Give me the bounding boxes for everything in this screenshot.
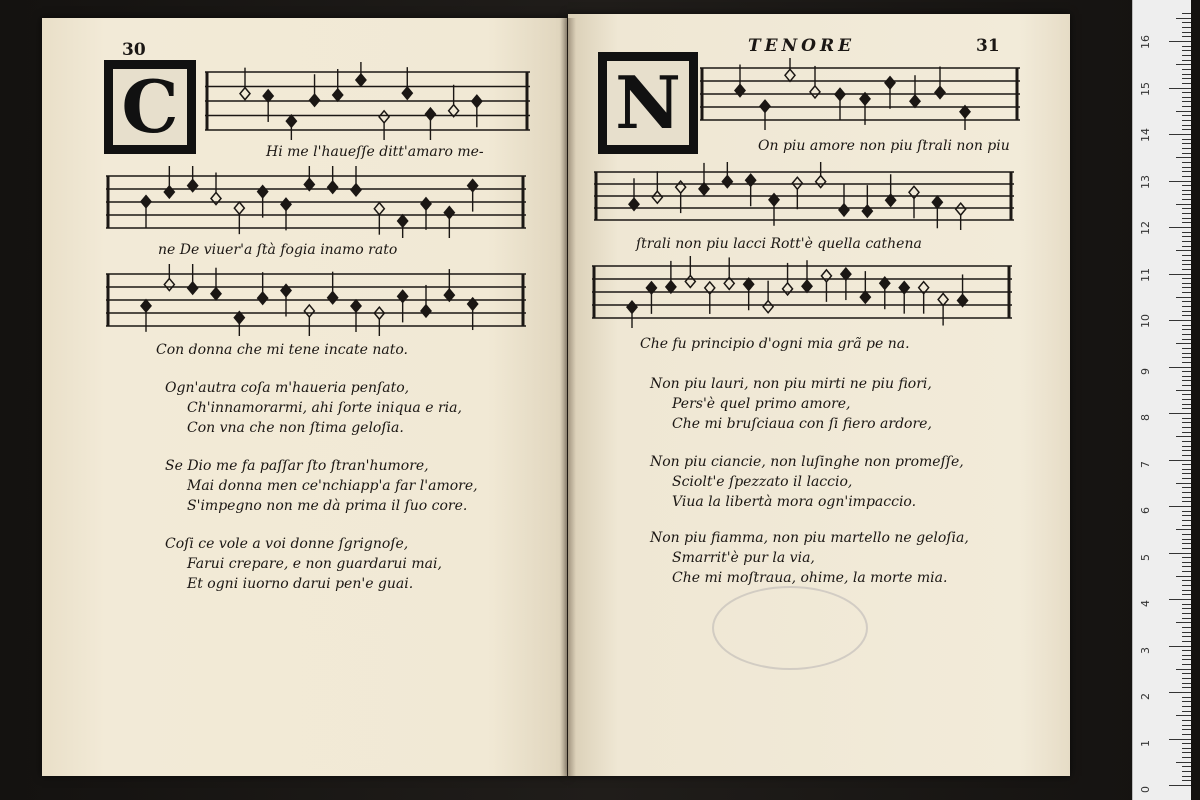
- ruler-tick: [1182, 167, 1191, 168]
- ruler-tick: [1176, 529, 1191, 530]
- ruler-tick: [1182, 585, 1191, 586]
- left-page-number: 30: [122, 40, 146, 60]
- ruler-tick: [1169, 88, 1191, 89]
- verse-line: Viua la libertà mora ogn'impaccio.: [672, 494, 917, 510]
- ruler-tick: [1182, 701, 1191, 702]
- ruler-tick: [1182, 469, 1191, 470]
- ruler-tick: [1182, 171, 1191, 172]
- right-verse-2: [650, 452, 964, 512]
- ruler-tick: [1182, 604, 1191, 605]
- ruler-tick: [1169, 785, 1191, 786]
- ruler-tick: [1182, 139, 1191, 140]
- ruler-tick: [1169, 692, 1191, 693]
- note-head: [164, 279, 174, 291]
- note-head: [722, 176, 732, 188]
- note-head: [281, 198, 291, 210]
- ruler-tick: [1169, 460, 1191, 461]
- ruler-tick: [1182, 194, 1191, 195]
- ruler-tick: [1182, 22, 1191, 23]
- right-page-header: TENORE: [748, 36, 856, 56]
- ruler-tick: [1182, 74, 1191, 75]
- ruler-tick: [1182, 613, 1191, 614]
- ruler-tick: [1182, 673, 1191, 674]
- ruler-tick: [1182, 213, 1191, 214]
- verse-line: Non piu ciancie, non luſinghe non promeſſe,: [650, 454, 964, 470]
- verse-line: Che mi moſtraua, ohime, la morte mia.: [672, 570, 948, 586]
- ruler-label: 0: [1139, 786, 1152, 793]
- verse-line: Coſi ce vole a voi donne ſgrignoſe,: [165, 536, 409, 552]
- ruler-tick: [1169, 506, 1191, 507]
- ruler-tick: [1182, 143, 1191, 144]
- ruler-tick: [1182, 520, 1191, 521]
- book-gutter: [560, 18, 576, 776]
- ruler-tick: [1182, 176, 1191, 177]
- verse-line: Ogn'autra coſa m'haueria penſato,: [165, 380, 410, 396]
- right-verse-1: [650, 374, 932, 434]
- ruler-tick: [1182, 492, 1191, 493]
- note-head: [286, 115, 296, 127]
- ruler-tick: [1176, 483, 1191, 484]
- note-head: [304, 305, 314, 317]
- note-head: [398, 215, 408, 227]
- ruler-tick: [1182, 120, 1191, 121]
- note-head: [472, 95, 482, 107]
- note-head: [763, 301, 773, 313]
- note-head: [211, 288, 221, 300]
- ruler-tick: [1182, 269, 1191, 270]
- note-head: [356, 74, 366, 86]
- ruler-label: 8: [1139, 414, 1152, 421]
- note-head: [444, 207, 454, 219]
- ruler-tick: [1182, 101, 1191, 102]
- ruler-tick: [1182, 246, 1191, 247]
- ruler-tick: [1182, 632, 1191, 633]
- left-initial-letter: C: [121, 69, 179, 145]
- ruler-tick: [1182, 432, 1191, 433]
- ruler-tick: [1182, 594, 1191, 595]
- ruler-tick: [1182, 641, 1191, 642]
- ruler-tick: [1182, 236, 1191, 237]
- ruler-tick: [1182, 218, 1191, 219]
- left-lyric-line-3: Con donna che mi tene incate nato.: [156, 342, 408, 358]
- ruler-label: 3: [1139, 646, 1152, 654]
- ruler-tick: [1182, 60, 1191, 61]
- ruler-tick: [1182, 306, 1191, 307]
- ruler-tick: [1182, 766, 1191, 767]
- ruler-tick: [1182, 362, 1191, 363]
- ruler-tick: [1182, 385, 1191, 386]
- ruler-tick: [1182, 501, 1191, 502]
- note-head: [802, 280, 812, 292]
- ruler-tick: [1182, 264, 1191, 265]
- ruler-label: 9: [1139, 367, 1152, 375]
- verse-line: Sciolt'e ſpezzato il laccio,: [672, 474, 853, 490]
- ruler-tick: [1182, 427, 1191, 428]
- ruler-tick: [1182, 539, 1191, 540]
- left-verse-3: [165, 534, 442, 594]
- ruler-tick: [1182, 455, 1191, 456]
- ruler-tick: [1182, 311, 1191, 312]
- ruler-tick: [1176, 297, 1191, 298]
- left-staff-2: [106, 166, 526, 238]
- ruler-tick: [1176, 390, 1191, 391]
- ruler-tick: [1182, 92, 1191, 93]
- ruler-tick: [1182, 590, 1191, 591]
- ruler-tick: [1182, 752, 1191, 753]
- note-head: [468, 180, 478, 192]
- ruler-tick: [1182, 566, 1191, 567]
- left-staff-3: [106, 264, 526, 336]
- note-head: [421, 305, 431, 317]
- ruler-tick: [1182, 301, 1191, 302]
- ruler-tick: [1182, 771, 1191, 772]
- right-initial-letter: N: [615, 61, 681, 145]
- ruler-tick: [1182, 636, 1191, 637]
- ruler-tick: [1182, 394, 1191, 395]
- ruler-tick: [1182, 706, 1191, 707]
- ruler-tick: [1182, 697, 1191, 698]
- ruler-tick: [1182, 32, 1191, 33]
- verse-line: Non piu fiamma, non piu martello ne geloſia,: [650, 530, 969, 546]
- ruler-tick: [1182, 441, 1191, 442]
- note-head: [374, 203, 384, 215]
- ruler-tick: [1182, 97, 1191, 98]
- ruler-tick: [1182, 129, 1191, 130]
- note-head: [379, 111, 389, 123]
- ruler-tick: [1182, 83, 1191, 84]
- ruler-tick: [1182, 399, 1191, 400]
- ruler-tick: [1176, 18, 1191, 19]
- ruler-tick: [1182, 115, 1191, 116]
- ruler-tick: [1182, 729, 1191, 730]
- ruler-tick: [1182, 278, 1191, 279]
- ruler-label: 10: [1139, 314, 1152, 328]
- ruler-tick: [1182, 334, 1191, 335]
- ruler-tick: [1182, 222, 1191, 223]
- ruler-tick: [1182, 748, 1191, 749]
- ruler-tick: [1169, 227, 1191, 228]
- note-head: [744, 278, 754, 290]
- note-head: [263, 90, 273, 102]
- note-head: [188, 282, 198, 294]
- ruler-tick: [1182, 283, 1191, 284]
- verse-line: Mai donna men ce'nchiapp'a far l'amore,: [187, 478, 478, 494]
- ruler-label: 14: [1139, 128, 1152, 142]
- ruler-tick: [1169, 553, 1191, 554]
- note-head: [351, 300, 361, 312]
- note-head: [310, 94, 320, 106]
- ruler-tick: [1182, 571, 1191, 572]
- ruler-tick: [1182, 125, 1191, 126]
- ruler-tick: [1182, 13, 1191, 14]
- ruler-label: 5: [1139, 553, 1152, 561]
- ruler-tick: [1169, 181, 1191, 182]
- ruler-tick: [1182, 162, 1191, 163]
- note-head: [234, 202, 244, 214]
- note-head: [760, 100, 770, 112]
- ruler-tick: [1169, 367, 1191, 368]
- ruler-tick: [1182, 534, 1191, 535]
- ruler-label: 16: [1139, 35, 1152, 49]
- ruler-tick: [1182, 69, 1191, 70]
- left-lyric-line-1: Hi me l'haueſſe ditt'amaro me-: [266, 144, 484, 160]
- right-lyric-line-3: Che fu principio d'ogni mia grã pe na.: [640, 336, 910, 352]
- ruler-tick: [1182, 562, 1191, 563]
- ruler-tick: [1182, 190, 1191, 191]
- ruler-tick: [1182, 46, 1191, 47]
- note-head: [258, 292, 268, 304]
- ruler-tick: [1169, 646, 1191, 647]
- ruler-tick: [1182, 36, 1191, 37]
- ruler-tick: [1169, 413, 1191, 414]
- ruler-tick: [1169, 274, 1191, 275]
- note-head: [666, 281, 676, 293]
- ruler-tick: [1182, 487, 1191, 488]
- ruler-tick: [1182, 255, 1191, 256]
- ruler-label: 1: [1139, 739, 1152, 747]
- ruler-tick: [1182, 776, 1191, 777]
- left-decorated-initial: [104, 60, 196, 154]
- note-head: [141, 300, 151, 312]
- left-staff-1: [205, 62, 530, 140]
- ruler-tick: [1182, 655, 1191, 656]
- ruler-tick: [1182, 148, 1191, 149]
- note-head: [676, 181, 686, 193]
- ruler-label: 11: [1139, 267, 1152, 282]
- ruler-tick: [1182, 525, 1191, 526]
- ruler-tick: [1176, 715, 1191, 716]
- note-head: [240, 88, 250, 100]
- ruler-label: 2: [1139, 693, 1152, 700]
- ruler-tick: [1182, 380, 1191, 381]
- ruler-tick: [1182, 185, 1191, 186]
- verse-line: Che mi bruſciaua con ſi fiero ardore,: [672, 416, 932, 432]
- verse-line: Farui crepare, e non guardarui mai,: [187, 556, 442, 572]
- note-head: [839, 204, 849, 216]
- ruler-tick: [1182, 664, 1191, 665]
- ruler-tick: [1176, 762, 1191, 763]
- ruler-tick: [1176, 64, 1191, 65]
- ruler-tick: [1182, 106, 1191, 107]
- note-head: [885, 77, 895, 89]
- ruler-tick: [1182, 450, 1191, 451]
- ruler-tick: [1182, 404, 1191, 405]
- ruler-tick: [1182, 473, 1191, 474]
- ruler-tick: [1182, 650, 1191, 651]
- note-head: [258, 186, 268, 198]
- note-head: [402, 87, 412, 99]
- note-head: [785, 69, 795, 81]
- ruler-tick: [1182, 743, 1191, 744]
- note-head: [935, 86, 945, 98]
- ruler-tick: [1182, 627, 1191, 628]
- ruler-tick: [1182, 329, 1191, 330]
- verse-line: Pers'è quel primo amore,: [672, 396, 851, 412]
- ruler-tick: [1182, 659, 1191, 660]
- ruler-label: 7: [1139, 460, 1152, 468]
- verse-line: Smarrit'è pur la via,: [672, 550, 815, 566]
- ruler-tick: [1182, 683, 1191, 684]
- right-staff-2: [594, 162, 1014, 230]
- ruler-tick: [1182, 446, 1191, 447]
- note-head: [164, 186, 174, 198]
- ruler-tick: [1182, 199, 1191, 200]
- ruler-tick: [1182, 232, 1191, 233]
- ruler-tick: [1182, 618, 1191, 619]
- left-verse-1: [165, 378, 462, 438]
- ruler-tick: [1182, 580, 1191, 581]
- right-staff-3: [592, 256, 1012, 328]
- ruler-tick: [1182, 511, 1191, 512]
- note-head: [910, 95, 920, 107]
- ruler-tick: [1182, 241, 1191, 242]
- verse-line: Se Dio me fa paſſar ſto ſtran'humore,: [165, 458, 429, 474]
- note-head: [351, 184, 361, 196]
- ruler-tick: [1182, 260, 1191, 261]
- ruler-tick: [1176, 343, 1191, 344]
- right-decorated-initial: [598, 52, 698, 154]
- library-stamp: [712, 586, 868, 670]
- note-head: [652, 191, 662, 203]
- ruler-tick: [1176, 157, 1191, 158]
- ruler-tick: [1182, 78, 1191, 79]
- note-head: [333, 89, 343, 101]
- ruler-tick: [1176, 576, 1191, 577]
- note-head: [328, 292, 338, 304]
- ruler-tick: [1182, 376, 1191, 377]
- note-head: [810, 86, 820, 98]
- left-verse-2: [165, 456, 478, 516]
- ruler-tick: [1182, 478, 1191, 479]
- ruler-tick: [1169, 739, 1191, 740]
- ruler-tick: [1176, 111, 1191, 112]
- note-head: [821, 270, 831, 282]
- ruler-tick: [1182, 348, 1191, 349]
- ruler-tick: [1182, 339, 1191, 340]
- ruler-tick: [1169, 134, 1191, 135]
- note-head: [783, 283, 793, 295]
- ruler-tick: [1169, 41, 1191, 42]
- ruler-tick: [1182, 464, 1191, 465]
- ruler-tick: [1182, 50, 1191, 51]
- ruler-tick: [1176, 250, 1191, 251]
- ruler-tick: [1182, 55, 1191, 56]
- note-head: [141, 196, 151, 208]
- ruler-tick: [1182, 711, 1191, 712]
- ruler-tick: [1176, 669, 1191, 670]
- ruler-tick: [1169, 599, 1191, 600]
- verse-line: Et ogni iuorno darui pen'e guai.: [187, 576, 414, 592]
- note-head: [938, 294, 948, 306]
- note-head: [932, 196, 942, 208]
- ruler-tick: [1182, 757, 1191, 758]
- ruler-tick: [1182, 515, 1191, 516]
- note-head: [685, 276, 695, 288]
- left-lyric-line-2: ne De viuer'a ſtà fogia inamo rato: [158, 242, 398, 258]
- ruler-tick: [1182, 725, 1191, 726]
- ruler-tick: [1182, 608, 1191, 609]
- ruler-tick: [1176, 204, 1191, 205]
- verse-line: Non piu lauri, non piu mirti ne piu fiori,: [650, 376, 932, 392]
- ruler-tick: [1182, 292, 1191, 293]
- ruler-label: 6: [1139, 507, 1152, 514]
- ruler-tick: [1182, 543, 1191, 544]
- note-head: [835, 88, 845, 100]
- ruler-tick: [1182, 780, 1191, 781]
- ruler-label: 12: [1139, 221, 1152, 235]
- ruler-tick: [1182, 371, 1191, 372]
- ruler-tick: [1182, 720, 1191, 721]
- ruler-tick: [1182, 418, 1191, 419]
- ruler-tick: [1176, 622, 1191, 623]
- note-head: [816, 176, 826, 188]
- right-verse-3: [650, 528, 969, 588]
- note-head: [421, 198, 431, 210]
- ruler-tick: [1182, 497, 1191, 498]
- ruler-tick: [1182, 208, 1191, 209]
- note-head: [860, 291, 870, 303]
- ruler-tick: [1176, 436, 1191, 437]
- ruler-tick: [1182, 687, 1191, 688]
- ruler-tick: [1182, 325, 1191, 326]
- note-head: [862, 205, 872, 217]
- ruler-label: 13: [1139, 174, 1152, 189]
- ruler-tick: [1169, 320, 1191, 321]
- right-page-number: 31: [976, 36, 1000, 56]
- ruler-tick: [1182, 27, 1191, 28]
- ruler-tick: [1182, 734, 1191, 735]
- note-head: [956, 203, 966, 215]
- ruler-tick: [1182, 557, 1191, 558]
- ruler-tick: [1182, 408, 1191, 409]
- note-head: [328, 181, 338, 193]
- note-head: [425, 108, 435, 120]
- right-lyric-line-1: On piu amore non piu ſtrali non piu: [758, 138, 1010, 154]
- right-staff-1: [700, 58, 1020, 130]
- ruler-tick: [1182, 315, 1191, 316]
- ruler-tick: [1182, 287, 1191, 288]
- ruler-label: 15: [1139, 81, 1152, 96]
- note-head: [627, 301, 637, 313]
- ruler-tick: [1182, 422, 1191, 423]
- right-lyric-line-2: ſtrali non piu lacci Rott'è quella cathena: [636, 236, 922, 252]
- ruler-tick: [1182, 153, 1191, 154]
- verse-line: Con vna che non ſtima geloſia.: [187, 420, 404, 436]
- ruler-tick: [1182, 357, 1191, 358]
- measuring-ruler: [1132, 0, 1191, 800]
- ruler-label: 4: [1139, 600, 1152, 607]
- ruler-tick: [1182, 548, 1191, 549]
- ruler-tick: [1182, 678, 1191, 679]
- ruler-tick: [1182, 353, 1191, 354]
- verse-line: S'impegno non me dà prima il ſuo core.: [187, 498, 468, 514]
- verse-line: Ch'innamorarmi, ahi ſorte iniqua e ria,: [187, 400, 462, 416]
